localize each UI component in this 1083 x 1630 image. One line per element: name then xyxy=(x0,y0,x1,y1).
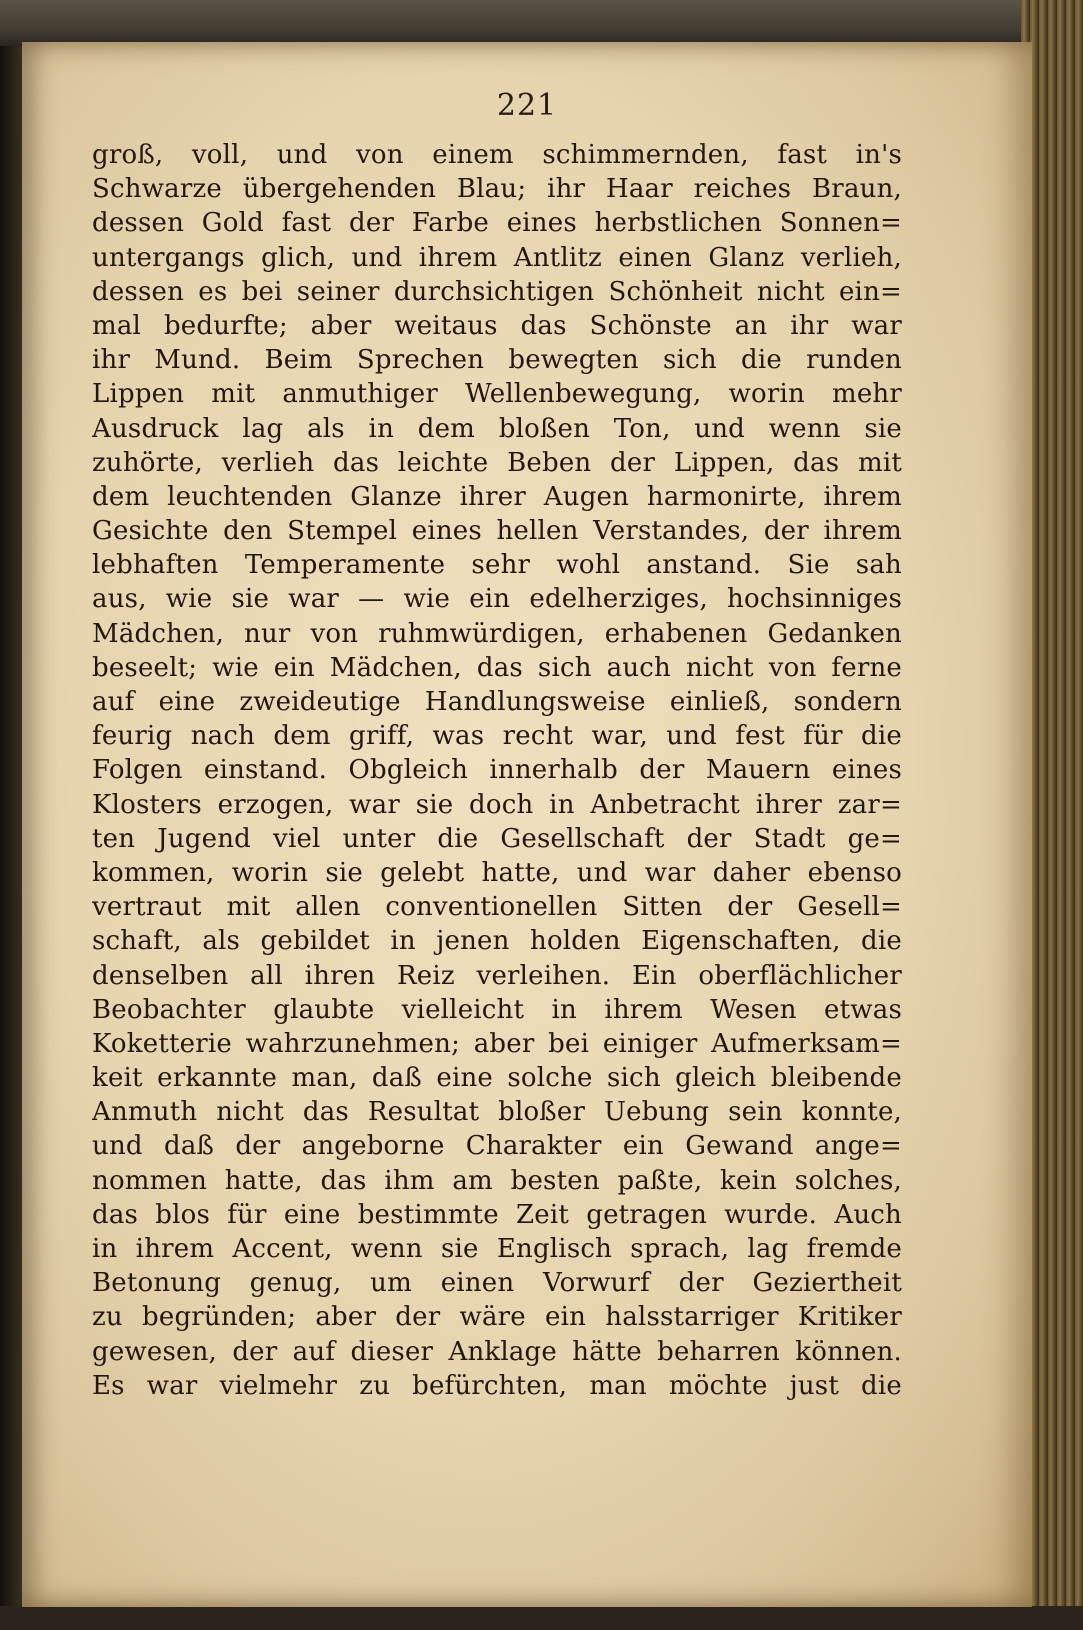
text-line: zu begründen; aber der wäre ein halsstarriger Kritiker xyxy=(92,1302,902,1333)
text-line: Beobachter glaubte vielleicht in ihrem Wesen etwas xyxy=(92,994,902,1025)
text-line: feurig nach dem griff, was recht war, und fest für die xyxy=(92,721,902,752)
text-line: ihr Mund. Beim Sprechen bewegten sich die runden xyxy=(92,345,902,376)
text-line: Ausdruck lag als in dem bloßen Ton, und wenn sie xyxy=(92,413,902,444)
text-line: groß, voll, und von einem schimmernden, fast in's xyxy=(92,140,902,170)
text-line: denselben all ihren Reiz verleihen. Ein oberflächlicher xyxy=(92,960,902,991)
text-line: aus, wie sie war — wie ein edelherziges, hochsinniges xyxy=(92,584,902,615)
text-line: keit erkannte man, daß eine solche sich gleich bleibende xyxy=(92,1063,902,1094)
text-line: Lippen mit anmuthiger Wellenbewegung, worin mehr xyxy=(92,379,902,410)
book-bottom-edge xyxy=(0,1606,1083,1630)
text-line: Gesichte den Stempel eines hellen Verstandes, der ihrem xyxy=(92,516,902,547)
text-line: beseelt; wie ein Mädchen, das sich auch nicht von ferne xyxy=(92,652,902,683)
page-number: 221 xyxy=(496,88,558,123)
text-line: Anmuth nicht das Resultat bloßer Uebung sein konnte, xyxy=(92,1097,902,1128)
text-line: Betonung genug, um einen Vorwurf der Geziertheit xyxy=(92,1268,902,1299)
text-line: das blos für eine bestimmte Zeit getragen wurde. Auch xyxy=(92,1199,902,1230)
text-line: dem leuchtenden Glanze ihrer Augen harmonirte, ihrem xyxy=(92,481,902,512)
text-line: ten Jugend viel unter die Gesellschaft der Stadt ge= xyxy=(92,823,902,854)
text-line: in ihrem Accent, wenn sie Englisch sprach, lag fremde xyxy=(92,1234,902,1264)
text-line: Es war vielmehr zu befürchten, man möchte just die xyxy=(92,1370,902,1401)
body-text xyxy=(92,138,902,1403)
book-top-edge xyxy=(0,0,1083,46)
text-line: Folgen einstand. Obgleich innerhalb der Mauern eines xyxy=(92,755,902,786)
text-line: Koketterie wahrzunehmen; aber bei einiger Aufmerksam= xyxy=(92,1028,902,1059)
text-line: Schwarze übergehenden Blau; ihr Haar reiches Braun, xyxy=(92,174,902,205)
text-line: lebhaften Temperamente sehr wohl anstand. Sie sah xyxy=(92,550,902,581)
text-line: und daß der angeborne Charakter ein Gewand ange= xyxy=(92,1131,902,1162)
book-page xyxy=(22,42,1032,1607)
text-line: schaft, als gebildet in jenen holden Eigenschaften, die xyxy=(92,926,902,957)
text-line: Klosters erzogen, war sie doch in Anbetracht ihrer zar= xyxy=(92,789,902,820)
text-line: gewesen, der auf dieser Anklage hätte beharren können. xyxy=(92,1336,902,1367)
text-line: untergangs glich, und ihrem Antlitz einen Glanz verlieh, xyxy=(92,242,902,273)
text-line: auf eine zweideutige Handlungsweise einließ, sondern xyxy=(92,687,902,717)
text-line: kommen, worin sie gelebt hatte, und war daher ebenso xyxy=(92,857,902,888)
text-line: vertraut mit allen conventionellen Sitten der Gesell= xyxy=(92,892,902,923)
text-line: dessen Gold fast der Farbe eines herbstlichen Sonnen= xyxy=(92,208,902,239)
text-line: Mädchen, nur von ruhmwürdigen, erhabenen Gedanken xyxy=(92,618,902,649)
text-line: mal bedurfte; aber weitaus das Schönste an ihr war xyxy=(92,310,902,341)
text-line: dessen es bei seiner durchsichtigen Schönheit nicht ein= xyxy=(92,276,902,307)
text-line: zuhörte, verlieh das leichte Beben der Lippen, das mit xyxy=(92,447,902,478)
text-line: nommen hatte, das ihm am besten paßte, kein solches, xyxy=(92,1165,902,1196)
book-binding-left xyxy=(0,0,24,1630)
